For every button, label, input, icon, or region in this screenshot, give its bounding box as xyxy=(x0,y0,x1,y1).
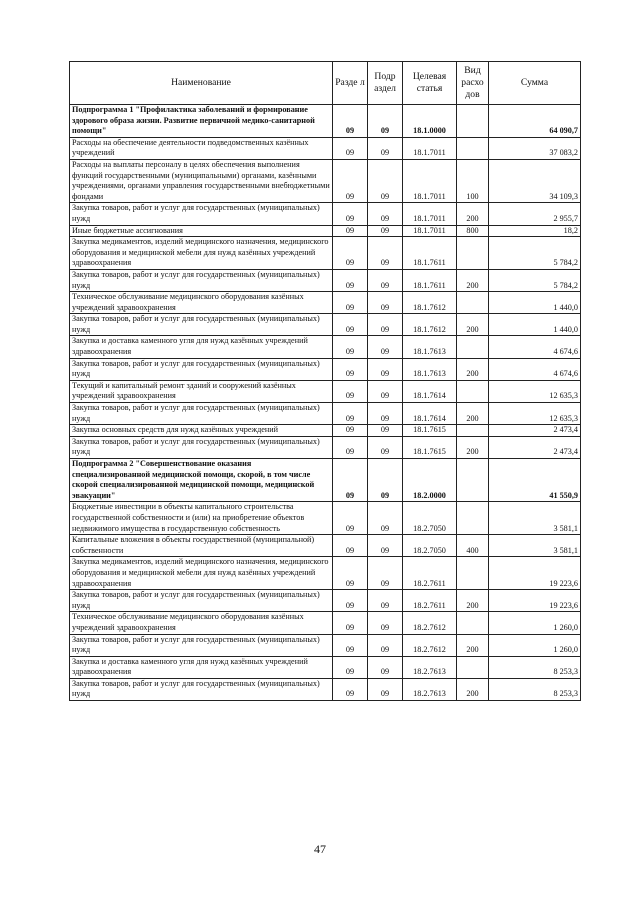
table-row xyxy=(70,358,581,380)
cell-type xyxy=(457,137,489,159)
cell-target: 18.2.7611 xyxy=(403,590,457,612)
cell-type: 200 xyxy=(457,436,489,458)
table-row xyxy=(70,159,581,202)
cell-section: 09 xyxy=(333,137,368,159)
cell-sum: 64 090,7 xyxy=(489,105,581,138)
cell-sum: 19 223,6 xyxy=(489,590,581,612)
table-row xyxy=(70,314,581,336)
cell-type: 200 xyxy=(457,358,489,380)
cell-name: Расходы на выплаты персоналу в целях обеспечения выполнения функций государственными (муниципальными) органами, казёнными учреждениями, органами управления государственными внебюджетными фондами xyxy=(70,159,333,202)
cell-subsection: 09 xyxy=(368,203,403,225)
cell-target: 18.2.7612 xyxy=(403,612,457,634)
cell-sum: 41 550,9 xyxy=(489,459,581,502)
cell-sum: 4 674,6 xyxy=(489,336,581,358)
cell-subsection: 09 xyxy=(368,292,403,314)
cell-subsection: 09 xyxy=(368,380,403,402)
table-row xyxy=(70,678,581,700)
cell-target: 18.2.7613 xyxy=(403,678,457,700)
cell-target: 18.1.7613 xyxy=(403,358,457,380)
table-row xyxy=(70,336,581,358)
table-row xyxy=(70,269,581,291)
cell-type xyxy=(457,105,489,138)
cell-target: 18.2.7050 xyxy=(403,502,457,535)
header-section: Разде л xyxy=(333,62,368,105)
cell-name: Закупка основных средств для нужд казённых учреждений xyxy=(70,425,333,437)
cell-target: 18.1.7011 xyxy=(403,137,457,159)
cell-sum: 1 260,0 xyxy=(489,612,581,634)
cell-section: 09 xyxy=(333,535,368,557)
cell-subsection: 09 xyxy=(368,656,403,678)
cell-section: 09 xyxy=(333,380,368,402)
cell-type: 100 xyxy=(457,159,489,202)
cell-target: 18.2.7050 xyxy=(403,535,457,557)
cell-subsection: 09 xyxy=(368,403,403,425)
cell-subsection: 09 xyxy=(368,634,403,656)
header-sum: Сумма xyxy=(489,62,581,105)
cell-section: 09 xyxy=(333,105,368,138)
cell-section: 09 xyxy=(333,634,368,656)
cell-type: 200 xyxy=(457,678,489,700)
table-row xyxy=(70,105,581,138)
cell-subsection: 09 xyxy=(368,612,403,634)
cell-name: Техническое обслуживание медицинского оборудования казённых учреждений здравоохранения xyxy=(70,292,333,314)
cell-type xyxy=(457,425,489,437)
cell-section: 09 xyxy=(333,336,368,358)
cell-name: Подпрограмма 2 "Совершенствование оказания специализированной медицинской помощи, скорой, в том числе скорой специализированной медицинской помощи, медицинской эвакуации" xyxy=(70,459,333,502)
budget-table-container xyxy=(69,61,580,701)
cell-type: 800 xyxy=(457,225,489,237)
table-row xyxy=(70,502,581,535)
cell-section: 09 xyxy=(333,292,368,314)
cell-sum: 2 473,4 xyxy=(489,436,581,458)
cell-type xyxy=(457,612,489,634)
cell-sum: 2 955,7 xyxy=(489,203,581,225)
cell-sum: 3 581,1 xyxy=(489,502,581,535)
table-header-row xyxy=(70,62,581,105)
cell-target: 18.1.7614 xyxy=(403,380,457,402)
cell-subsection: 09 xyxy=(368,436,403,458)
table-row xyxy=(70,634,581,656)
cell-subsection: 09 xyxy=(368,535,403,557)
cell-type xyxy=(457,336,489,358)
table-body xyxy=(70,105,581,701)
cell-sum: 4 674,6 xyxy=(489,358,581,380)
cell-type xyxy=(457,459,489,502)
cell-type: 200 xyxy=(457,590,489,612)
cell-target: 18.2.7612 xyxy=(403,634,457,656)
table-row xyxy=(70,137,581,159)
cell-name: Закупка медикаментов, изделий медицинского назначения, медицинского оборудования и медицинской мебели для нужд казённых учреждений здравоохранения xyxy=(70,557,333,590)
table-row xyxy=(70,425,581,437)
cell-subsection: 09 xyxy=(368,459,403,502)
cell-target: 18.2.0000 xyxy=(403,459,457,502)
cell-subsection: 09 xyxy=(368,314,403,336)
cell-sum: 8 253,3 xyxy=(489,678,581,700)
cell-subsection: 09 xyxy=(368,358,403,380)
cell-name: Иные бюджетные ассигнования xyxy=(70,225,333,237)
cell-sum: 3 581,1 xyxy=(489,535,581,557)
cell-type xyxy=(457,237,489,270)
cell-target: 18.1.7612 xyxy=(403,292,457,314)
cell-target: 18.1.7614 xyxy=(403,403,457,425)
cell-subsection: 09 xyxy=(368,225,403,237)
cell-type xyxy=(457,656,489,678)
cell-target: 18.1.7615 xyxy=(403,425,457,437)
cell-sum: 12 635,3 xyxy=(489,403,581,425)
cell-target: 18.1.0000 xyxy=(403,105,457,138)
table-row xyxy=(70,403,581,425)
table-row xyxy=(70,459,581,502)
cell-section: 09 xyxy=(333,159,368,202)
cell-section: 09 xyxy=(333,237,368,270)
cell-name: Закупка и доставка каменного угля для нужд казённых учреждений здравоохранения xyxy=(70,336,333,358)
cell-name: Расходы на обеспечение деятельности подведомственных казённых учреждений xyxy=(70,137,333,159)
cell-type: 200 xyxy=(457,269,489,291)
cell-subsection: 09 xyxy=(368,590,403,612)
cell-section: 09 xyxy=(333,314,368,336)
cell-name: Капитальные вложения в объекты государственной (муниципальной) собственности xyxy=(70,535,333,557)
table-row xyxy=(70,612,581,634)
cell-name: Текущий и капитальный ремонт зданий и сооружений казённых учреждений здравоохранения xyxy=(70,380,333,402)
cell-type: 200 xyxy=(457,203,489,225)
cell-section: 09 xyxy=(333,225,368,237)
cell-target: 18.1.7011 xyxy=(403,159,457,202)
table-row xyxy=(70,225,581,237)
cell-subsection: 09 xyxy=(368,237,403,270)
cell-sum: 12 635,3 xyxy=(489,380,581,402)
cell-target: 18.1.7613 xyxy=(403,336,457,358)
cell-subsection: 09 xyxy=(368,425,403,437)
cell-name: Закупка медикаментов, изделий медицинского назначения, медицинского оборудования и медицинской мебели для нужд казённых учреждений здравоохранения xyxy=(70,237,333,270)
cell-section: 09 xyxy=(333,502,368,535)
table-row xyxy=(70,557,581,590)
table-row xyxy=(70,436,581,458)
cell-name: Закупка товаров, работ и услуг для государственных (муниципальных) нужд xyxy=(70,403,333,425)
cell-sum: 2 473,4 xyxy=(489,425,581,437)
cell-subsection: 09 xyxy=(368,137,403,159)
cell-subsection: 09 xyxy=(368,269,403,291)
cell-target: 18.1.7011 xyxy=(403,225,457,237)
cell-target: 18.1.7615 xyxy=(403,436,457,458)
cell-sum: 1 440,0 xyxy=(489,314,581,336)
cell-sum: 18,2 xyxy=(489,225,581,237)
header-name: Наименование xyxy=(70,62,333,105)
cell-name: Бюджетные инвестиции в объекты капитального строительства государственной собственности и (или) на приобретение объектов недвижимого имущества в государственную собственность xyxy=(70,502,333,535)
cell-type: 400 xyxy=(457,535,489,557)
cell-name: Закупка товаров, работ и услуг для государственных (муниципальных) нужд xyxy=(70,314,333,336)
cell-sum: 8 253,3 xyxy=(489,656,581,678)
cell-target: 18.1.7611 xyxy=(403,269,457,291)
cell-section: 09 xyxy=(333,203,368,225)
cell-sum: 5 784,2 xyxy=(489,237,581,270)
table-row xyxy=(70,380,581,402)
cell-name: Закупка и доставка каменного угля для нужд казённых учреждений здравоохранения xyxy=(70,656,333,678)
cell-name: Закупка товаров, работ и услуг для государственных (муниципальных) нужд xyxy=(70,590,333,612)
cell-sum: 5 784,2 xyxy=(489,269,581,291)
table-row xyxy=(70,292,581,314)
cell-name: Закупка товаров, работ и услуг для государственных (муниципальных) нужд xyxy=(70,436,333,458)
cell-subsection: 09 xyxy=(368,159,403,202)
cell-name: Закупка товаров, работ и услуг для государственных (муниципальных) нужд xyxy=(70,358,333,380)
cell-section: 09 xyxy=(333,557,368,590)
cell-type: 200 xyxy=(457,403,489,425)
cell-section: 09 xyxy=(333,269,368,291)
header-target: Целевая статья xyxy=(403,62,457,105)
cell-type xyxy=(457,292,489,314)
table-row xyxy=(70,590,581,612)
cell-section: 09 xyxy=(333,590,368,612)
cell-type xyxy=(457,380,489,402)
cell-target: 18.1.7011 xyxy=(403,203,457,225)
page-number: 47 xyxy=(314,842,326,856)
cell-name: Закупка товаров, работ и услуг для государственных (муниципальных) нужд xyxy=(70,269,333,291)
cell-sum: 37 083,2 xyxy=(489,137,581,159)
header-type: Вид расхо дов xyxy=(457,62,489,105)
cell-section: 09 xyxy=(333,358,368,380)
cell-section: 09 xyxy=(333,459,368,502)
table-row xyxy=(70,203,581,225)
cell-name: Закупка товаров, работ и услуг для государственных (муниципальных) нужд xyxy=(70,678,333,700)
cell-type xyxy=(457,502,489,535)
cell-subsection: 09 xyxy=(368,557,403,590)
cell-section: 09 xyxy=(333,678,368,700)
cell-sum: 19 223,6 xyxy=(489,557,581,590)
cell-name: Техническое обслуживание медицинского оборудования казённых учреждений здравоохранения xyxy=(70,612,333,634)
cell-subsection: 09 xyxy=(368,502,403,535)
cell-section: 09 xyxy=(333,403,368,425)
table-row xyxy=(70,656,581,678)
cell-target: 18.2.7613 xyxy=(403,656,457,678)
cell-sum: 1 440,0 xyxy=(489,292,581,314)
cell-subsection: 09 xyxy=(368,336,403,358)
cell-name: Подпрограмма 1 "Профилактика заболеваний и формирование здорового образа жизни. Развитие первичной медико-санитарной помощи" xyxy=(70,105,333,138)
cell-name: Закупка товаров, работ и услуг для государственных (муниципальных) нужд xyxy=(70,203,333,225)
cell-target: 18.1.7611 xyxy=(403,237,457,270)
cell-name: Закупка товаров, работ и услуг для государственных (муниципальных) нужд xyxy=(70,634,333,656)
cell-section: 09 xyxy=(333,436,368,458)
cell-target: 18.2.7611 xyxy=(403,557,457,590)
cell-type xyxy=(457,557,489,590)
budget-table xyxy=(69,61,581,701)
header-subsection: Подр аздел xyxy=(368,62,403,105)
cell-subsection: 09 xyxy=(368,105,403,138)
cell-subsection: 09 xyxy=(368,678,403,700)
cell-section: 09 xyxy=(333,612,368,634)
cell-section: 09 xyxy=(333,425,368,437)
cell-sum: 1 260,0 xyxy=(489,634,581,656)
cell-sum: 34 109,3 xyxy=(489,159,581,202)
cell-type: 200 xyxy=(457,634,489,656)
table-row xyxy=(70,535,581,557)
cell-section: 09 xyxy=(333,656,368,678)
cell-type: 200 xyxy=(457,314,489,336)
cell-target: 18.1.7612 xyxy=(403,314,457,336)
table-row xyxy=(70,237,581,270)
